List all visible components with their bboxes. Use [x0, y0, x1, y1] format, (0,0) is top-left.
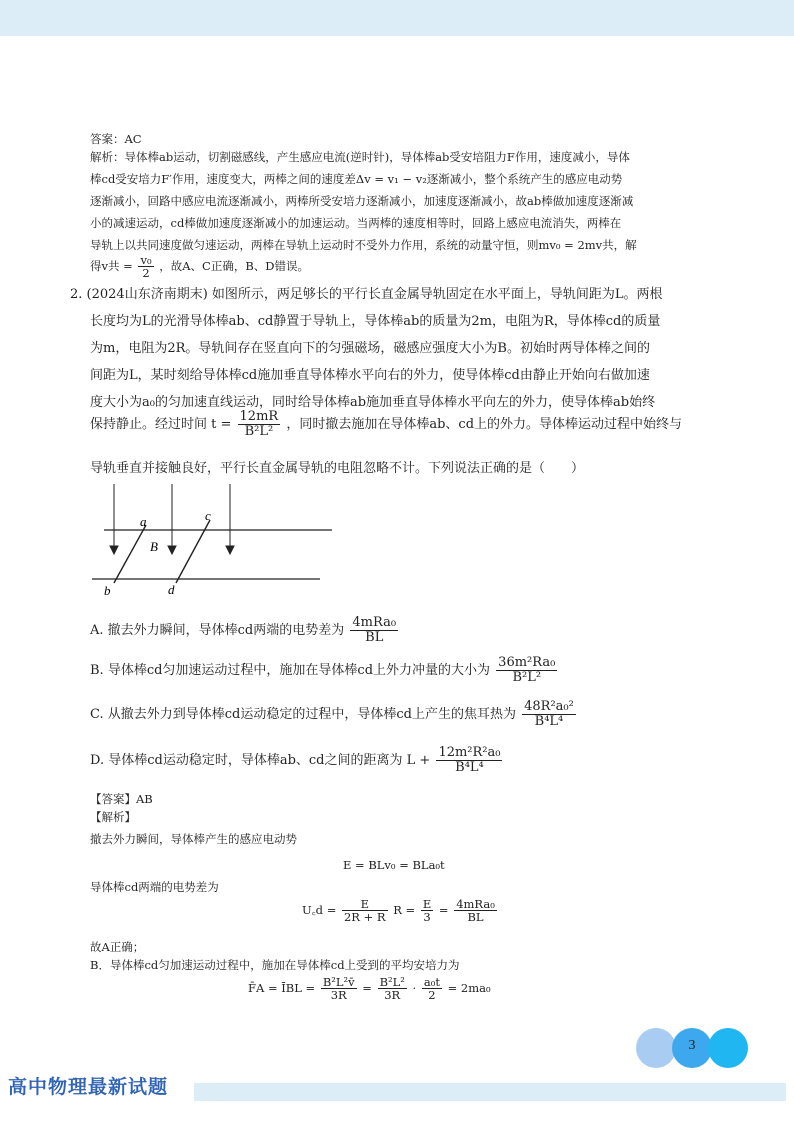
option-c-fraction: $\frac{\text{48R²a₀²}}{\text{B⁴L⁴}}$ [524, 699, 574, 729]
option-b: B. 导体棒cd匀加速运动过程中，施加在导体棒cd上外力冲量的大小为 $\frac{\text{36m²Ra₀}}{\text{B²L²}}$ [90, 655, 556, 685]
option-b-fraction: $\frac{\text{36m²Ra₀}}{\text{B²L²}}$ [498, 655, 556, 685]
option-a-fraction: $\frac{\text{4mRa₀}}{BL}$ [352, 615, 397, 645]
solution-step-3: 故A正确； [90, 940, 145, 954]
page-dot-3 [708, 1028, 748, 1068]
solution-answer: 【答案】AB [90, 792, 153, 806]
page-number: 3 [688, 1038, 696, 1053]
question-line-1: 2. (2024山东济南期末) 如图所示，两足够长的平行长直金属导轨固定在水平面上，导轨间距为L。两根 [70, 287, 663, 302]
equation-average-force: F̄A = ĪBL = $\frac{\text{B²L²v̄}}{3R}$ = $\frac{\text{B²L²}}{3R}$ · $\frac{\text{a₀t}}{2}$ = 2ma₀ [248, 975, 491, 1003]
page-number-badge [636, 1028, 756, 1068]
rails-diagram [88, 480, 338, 600]
label-d: d [168, 582, 175, 597]
footer-brand: 高中物理最新试题 [8, 1076, 169, 1098]
equation-emf: E = BLv₀ = BLa₀t [343, 858, 445, 872]
option-a: A. 撤去外力瞬间，导体棒cd两端的电势差为 $\frac{\text{4mRa₀}}{BL}$ [90, 615, 397, 645]
field-arrowhead-1 [110, 546, 118, 554]
option-c: C. 从撤去外力到导体棒cd运动稳定的过程中，导体棒cd上产生的焦耳热为 $\frac{\text{48R²a₀²}}{\text{B⁴L⁴}}$ [90, 699, 574, 729]
question-line-5: 度大小为a₀的匀加速直线运动，同时给导体棒ab施加垂直导体棒水平向左的外力，使导体棒ab始终 [90, 395, 656, 410]
solution-step-1: 撤去外力瞬间，导体棒产生的感应电动势 [90, 832, 297, 846]
question-line-7: 导轨垂直并接触良好，平行长直金属导轨的电阻忽略不计。下列说法正确的是（ ） [90, 461, 585, 476]
fraction-time: $\frac{12mR}{\text{B²L²}}$ [239, 409, 279, 439]
label-b: b [104, 583, 111, 598]
option-d: D. 导体棒cd运动稳定时，导体棒ab、cd之间的距离为 L + $\frac{\text{12m²R²a₀}}{\text{B⁴L⁴}}$ [90, 745, 501, 775]
top-header-band [0, 0, 794, 36]
prev-explain-line-5: 导轨上以共同速度做匀速运动，两棒在导轨上运动时不受外力作用，系统的动量守恒，则mv₀ = 2mv共，解 [90, 238, 637, 252]
prev-explain-line-2: 棒cd受安培力F′作用，速度变大，两棒之间的速度差Δv = v₁ − v₂逐渐减小，整个系统产生的感应电动势 [90, 172, 623, 186]
solution-step-2: 导体棒cd两端的电势差为 [90, 880, 219, 894]
label-field-B: B [150, 539, 158, 554]
footer-band [194, 1083, 786, 1101]
prev-explain-line-1: 解析：导体棒ab运动，切割磁感线，产生感应电流(逆时针)，导体棒ab受安培阻力F作用，速度减小，导体 [90, 150, 630, 164]
page-dot-1 [636, 1028, 676, 1068]
question-line-3: 为m，电阻为2R。导轨间存在竖直向下的匀强磁场，磁感应强度大小为B。初始时两导体棒之间的 [90, 341, 650, 356]
equation-potential-difference: U꜀d = $\frac{E}{2R + R}$ R = $\frac{E}{3}$ = $\frac{\text{4mRa₀}}{BL}$ [302, 897, 495, 925]
question-line-6: 保持静止。经过时间 t = $\frac{12mR}{\text{B²L²}}$ ，同时撤去施加在导体棒ab、cd上的外力。导体棒运动过程中始终与 [90, 409, 683, 439]
prev-explain-line-6: 得v共 = $\frac{\text{v₀}}{2}$ ，故A、C正确，B、D错误。 [90, 253, 309, 281]
label-c: c [205, 508, 211, 523]
fraction-v0-over-2: $\frac{\text{v₀}}{2}$ [140, 253, 152, 281]
field-arrowhead-3 [226, 546, 234, 554]
solution-step-4: B．导体棒cd匀加速运动过程中，施加在导体棒cd上受到的平均安培力为 [90, 958, 460, 972]
label-a: a [140, 514, 147, 529]
prev-explain-line-4: 小的减速运动，cd棒做加速度逐渐减小的加速运动。当两棒的速度相等时，回路上感应电流消失，两棒在 [90, 216, 622, 230]
question-line-2: 长度均为L的光滑导体棒ab、cd静置于导轨上，导体棒ab的质量为2m，电阻为R，导体棒cd的质量 [90, 314, 661, 329]
option-d-fraction: $\frac{\text{12m²R²a₀}}{\text{B⁴L⁴}}$ [438, 745, 501, 775]
rod-ab [114, 525, 146, 583]
prev-answer-label: 答案：AC [90, 132, 142, 146]
field-arrowhead-2 [168, 546, 176, 554]
question-line-4: 间距为L，某时刻给导体棒cd施加垂直导体棒水平向右的外力，使导体棒cd由静止开始向右做加速 [90, 368, 650, 383]
prev-explain-line-3: 逐渐减小，回路中感应电流逐渐减小，两棒所受安培力逐渐减小，加速度逐渐减小，故ab棒做加速度逐渐减 [90, 194, 634, 208]
solution-analysis-label: 【解析】 [90, 810, 136, 824]
